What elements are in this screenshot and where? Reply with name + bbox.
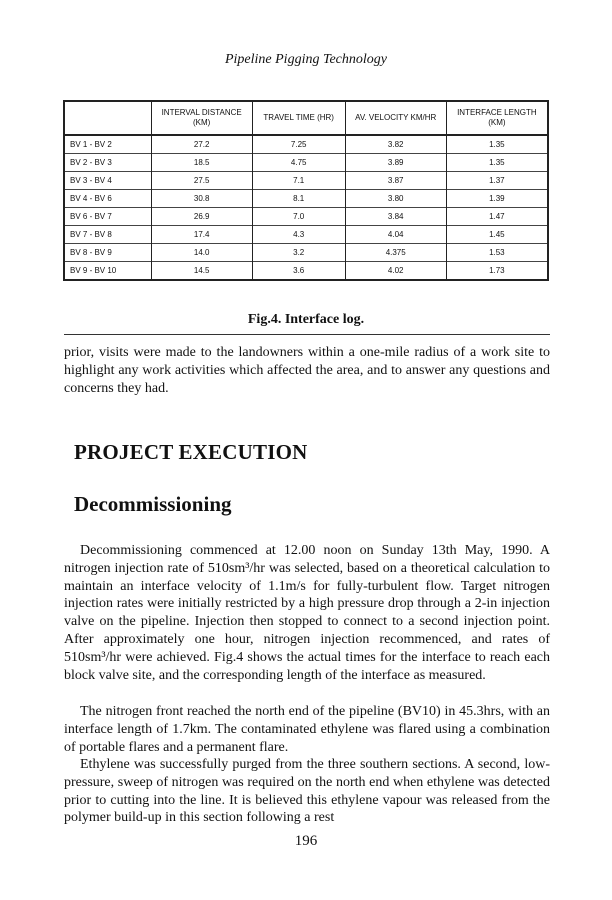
table-cell: 1.73: [446, 262, 548, 281]
body-paragraph: The nitrogen front reached the north end of the pipeline (BV10) in 45.3hrs, with an interface length of 1.7km. The contaminated ethylene was flared using a combination of portable flares and a permanent flare.: [64, 704, 550, 755]
table-row: [64, 154, 548, 172]
table-cell: 7.1: [252, 172, 345, 190]
table-row: [64, 244, 548, 262]
table-cell-segment: BV 9 - BV 10: [64, 262, 151, 281]
subsection-heading: Decommissioning: [74, 492, 232, 516]
table-header-cell: AV. VELOCITY KM/HR: [345, 101, 446, 135]
table-cell: 14.0: [151, 244, 252, 262]
table-cell: 1.47: [446, 208, 548, 226]
interface-log-table: [63, 100, 549, 281]
table-cell: 1.45: [446, 226, 548, 244]
intro-paragraph: prior, visits were made to the landowners within a one-mile radius of a work site to highlight any work activities which affected the area, and to answer any questions and concerns they had.: [64, 345, 550, 396]
table-header-cell: INTERFACE LENGTH (KM): [446, 101, 548, 135]
table-cell: 1.53: [446, 244, 548, 262]
table-row: [64, 135, 548, 154]
table-cell-segment: BV 4 - BV 6: [64, 190, 151, 208]
table-row: [64, 262, 548, 281]
table-cell: 17.4: [151, 226, 252, 244]
table-row: [64, 172, 548, 190]
table-cell: 3.84: [345, 208, 446, 226]
table-row: [64, 226, 548, 244]
section-heading: PROJECT EXECUTION: [74, 440, 308, 464]
table-cell: 4.75: [252, 154, 345, 172]
table-cell-segment: BV 2 - BV 3: [64, 154, 151, 172]
table-row: [64, 208, 548, 226]
table-cell: 30.8: [151, 190, 252, 208]
table-cell-segment: BV 3 - BV 4: [64, 172, 151, 190]
table-cell-segment: BV 6 - BV 7: [64, 208, 151, 226]
table-cell: 27.5: [151, 172, 252, 190]
table-header-row: [64, 101, 548, 135]
table-cell: 8.1: [252, 190, 345, 208]
table-cell: 7.0: [252, 208, 345, 226]
table-cell-segment: BV 1 - BV 2: [64, 135, 151, 154]
table-cell: 26.9: [151, 208, 252, 226]
page-number: 196: [294, 833, 318, 849]
table-header-cell: [64, 101, 151, 135]
table-cell: 4.02: [345, 262, 446, 281]
figure-caption: Fig.4. Interface log.: [247, 312, 365, 327]
table-cell: 3.80: [345, 190, 446, 208]
table-cell: 1.35: [446, 135, 548, 154]
table-cell: 4.3: [252, 226, 345, 244]
table-header-cell: TRAVEL TIME (HR): [252, 101, 345, 135]
table-cell: 18.5: [151, 154, 252, 172]
table-cell: 4.375: [345, 244, 446, 262]
table-cell: 3.82: [345, 135, 446, 154]
table-cell-segment: BV 8 - BV 9: [64, 244, 151, 262]
table-cell: 14.5: [151, 262, 252, 281]
table-cell-segment: BV 7 - BV 8: [64, 226, 151, 244]
body-paragraph: Decommissioning commenced at 12.00 noon on Sunday 13th May, 1990. A nitrogen injection rate of 510sm³/hr was selected, based on a theoretical calculation to maintain an interface velocity of 1.1m/s for fully-turbulent flow. Target nitrogen injection rates were initially restricted by a high pressure drop through a 2-in injection valve on the pipeline. Injection then stopped to connect to a second injection point. After approximately one hour, nitrogen injection recommenced, and rates of 510sm³/hr were achieved. Fig.4 shows the actual times for the interface to reach each block valve site, and the corresponding length of the interface as measured.: [64, 543, 550, 683]
table-cell: 4.04: [345, 226, 446, 244]
table-cell: 27.2: [151, 135, 252, 154]
table-header-cell: INTERVAL DISTANCE (KM): [151, 101, 252, 135]
table-cell: 3.6: [252, 262, 345, 281]
table-cell: 3.2: [252, 244, 345, 262]
table-cell: 3.87: [345, 172, 446, 190]
table-cell: 3.89: [345, 154, 446, 172]
body-paragraph: Ethylene was successfully purged from the three southern sections. A second, low-pressure, sweep of nitrogen was required on the north end when ethylene was detected prior to cutting into the line. It is believed this ethylene vapour was released from the polymer build-up in this section following a rest: [64, 757, 550, 826]
running-head: Pipeline Pigging Technology: [224, 52, 387, 67]
table-cell: 1.39: [446, 190, 548, 208]
caption-divider: [64, 334, 550, 335]
table-row: [64, 190, 548, 208]
table-cell: 1.35: [446, 154, 548, 172]
table-cell: 7.25: [252, 135, 345, 154]
table-cell: 1.37: [446, 172, 548, 190]
